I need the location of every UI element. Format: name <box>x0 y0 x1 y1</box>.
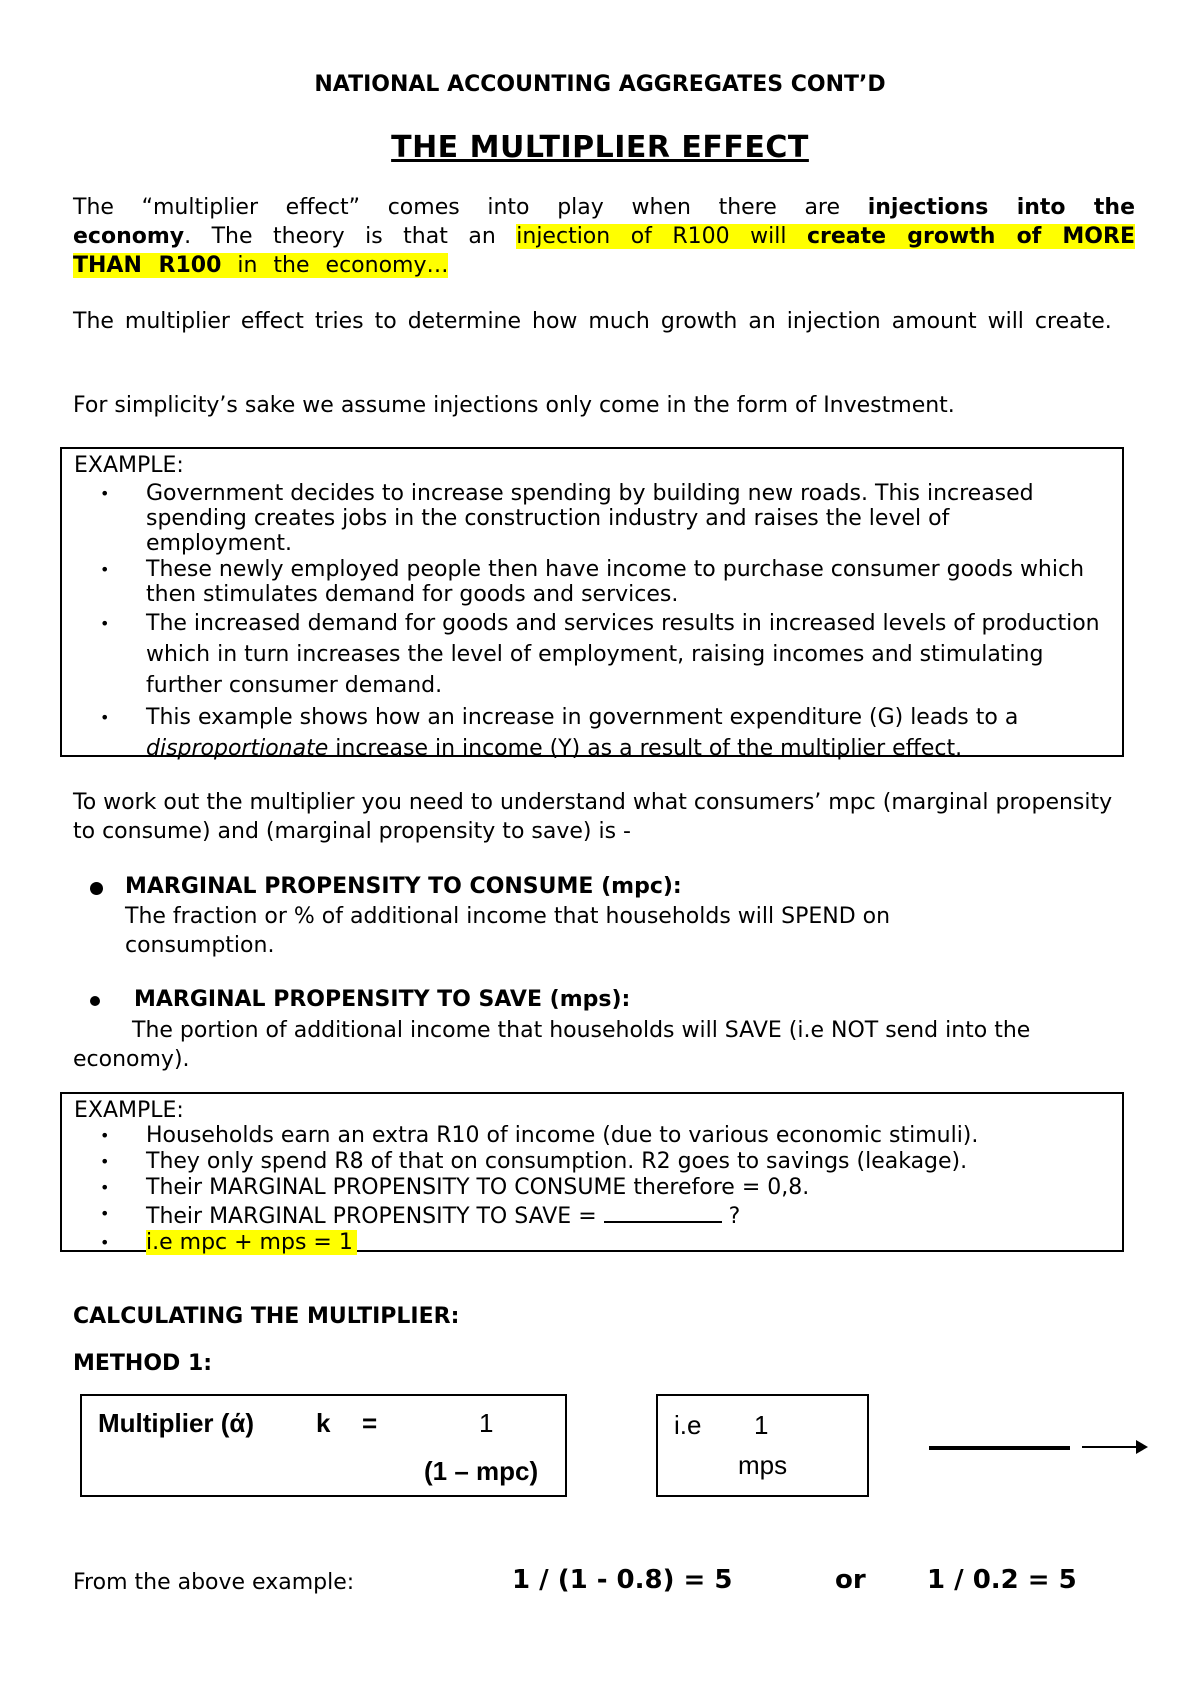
answer-blank <box>604 1201 722 1223</box>
list-item <box>62 702 1102 764</box>
list-item-text: This example shows how an increase in government expenditure (G) leads to a <box>146 705 1019 730</box>
section-title: THE MULTIPLIER EFFECT <box>391 130 809 165</box>
intro-paragraph-3: For simplicity’s sake we assume injections only come in the form of Investment. <box>73 393 955 418</box>
list-item: • They only spend R8 of that on consumption. R2 goes to savings (leakage). <box>62 1149 1102 1175</box>
highlight-text: i.e mpc + mps = 1 <box>146 1230 357 1255</box>
intro-bold-text: injections into the economy <box>73 195 1135 249</box>
denominator: (1 – mpc) <box>424 1456 539 1486</box>
mpc-text: The fraction or % of additional income that households will SPEND on consumption. <box>125 904 891 958</box>
mpc-heading: MARGINAL PROPENSITY TO CONSUME (mpc): <box>125 874 682 899</box>
k-symbol: k <box>316 1408 331 1438</box>
highlight-text: in the economy… <box>221 253 449 278</box>
list-item: • Households earn an extra R10 of income (due to various economic stimuli). <box>62 1123 1102 1149</box>
multiplier-label: Multiplier (ά) <box>98 1408 255 1438</box>
intro-text: The “multiplier effect” comes into play when there are <box>73 195 868 220</box>
example-title: EXAMPLE: <box>74 1098 184 1123</box>
mps-text: The portion of additional income that households will SAVE (i.e NOT send into the economy). <box>73 1018 1031 1072</box>
intro-paragraph-2: The multiplier effect tries to determine how much growth an injection amount will create. <box>73 309 1112 334</box>
list-item-text: increase in income (Y) as a result of the multiplier effect. <box>328 736 963 761</box>
example-list <box>62 1123 1102 1256</box>
list-item-text: Their MARGINAL PROPENSITY TO SAVE = <box>146 1204 604 1229</box>
example-box-1 <box>60 447 1124 761</box>
list-item <box>62 1201 1102 1230</box>
intro-paragraph-1 <box>73 193 1135 280</box>
bullet-icon <box>90 882 103 895</box>
highlight-bold-text: create growth of MORE THAN R100 <box>73 224 1135 278</box>
list-item: • Government decides to increase spending by building new roads. This increased spending creates jobs in the construction industry and raises the level of employment. <box>62 481 1102 556</box>
list-item: • The increased demand for goods and services results in increased levels of production which in turn increases the level of employment, raising incomes and stimulating further consumer demand. <box>62 608 1102 701</box>
result-calc-2: 1 / 0.2 = 5 <box>927 1565 1077 1595</box>
numerator: 1 <box>754 1410 769 1440</box>
intro-text: . The theory is that an <box>184 224 517 249</box>
denominator: mps <box>738 1450 788 1480</box>
mpc-intro: To work out the multiplier you need to understand what consumers’ mpc (marginal propensity to consume) and (marginal propensity to save) is - <box>73 790 1113 844</box>
example-box-2 <box>60 1092 1124 1255</box>
mps-heading: MARGINAL PROPENSITY TO SAVE (mps): <box>134 987 631 1012</box>
result-calc-1: 1 / (1 - 0.8) = 5 <box>512 1565 733 1595</box>
result-lead: From the above example: <box>73 1570 355 1595</box>
example-list <box>62 481 1102 765</box>
numerator: 1 <box>479 1408 494 1438</box>
document-title: NATIONAL ACCOUNTING AGGREGATES CONT’D <box>314 72 886 97</box>
list-item: • Their MARGINAL PROPENSITY TO CONSUME therefore = 0,8. <box>62 1175 1102 1201</box>
list-item: • These newly employed people then have income to purchase consumer goods which then stimulates demand for goods and services. <box>62 557 1102 607</box>
equals-sign: = <box>362 1408 378 1438</box>
method-heading: METHOD 1: <box>73 1351 213 1376</box>
result-or: or <box>835 1565 866 1595</box>
list-item-text: ? <box>721 1204 741 1229</box>
list-item <box>62 1230 1102 1256</box>
example-title: EXAMPLE: <box>74 453 184 478</box>
mps-formula-box <box>656 1394 869 1497</box>
multiplier-formula-box <box>80 1394 567 1497</box>
ie-label: i.e <box>674 1410 702 1440</box>
highlight-text: injection of R100 will <box>516 224 807 249</box>
calc-heading: CALCULATING THE MULTIPLIER: <box>73 1304 460 1329</box>
bullet-icon <box>90 996 100 1006</box>
dash-line <box>929 1446 1070 1450</box>
italic-text: disproportionate <box>146 736 329 761</box>
arrow-icon <box>1082 1446 1146 1448</box>
